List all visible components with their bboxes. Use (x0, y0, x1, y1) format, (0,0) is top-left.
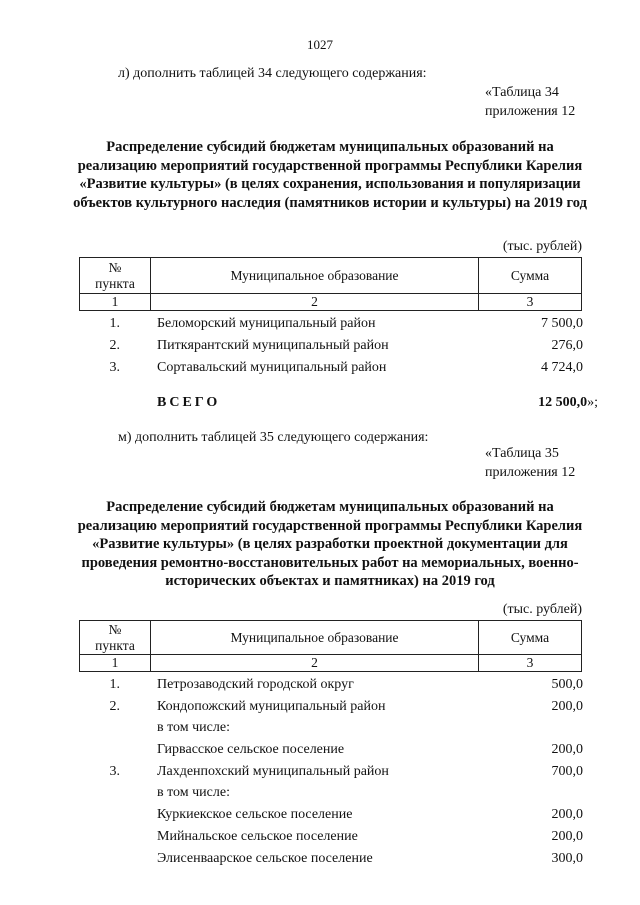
col-index-3: 3 (479, 294, 582, 311)
header-municipality: Муниципальное образование (151, 258, 479, 294)
total-amount: 12 500,0 (538, 395, 588, 410)
table-row-name: Кондопожский муниципальный район (157, 699, 386, 714)
header-municipality: Муниципальное образование (151, 621, 479, 655)
table-row-value: 500,0 (551, 677, 583, 692)
section-l-unit: (тыс. рублей) (502, 239, 582, 254)
table-row-subheading: в том числе: (157, 785, 230, 800)
header-num-cell (80, 621, 151, 655)
table-row-no: 3. (109, 764, 120, 779)
header-num-line1: № (108, 621, 122, 637)
total-value (538, 395, 598, 411)
header-sum: Сумма (479, 621, 582, 655)
table-row-value: 700,0 (551, 764, 583, 779)
total-suffix: »; (587, 395, 598, 410)
table-row-name: Сортавальский муниципальный район (157, 360, 387, 375)
header-num-cell (80, 258, 151, 294)
col-index-2: 2 (151, 294, 479, 311)
table-row-no: 1. (109, 316, 120, 331)
header-num-line2: пункта (95, 275, 135, 291)
section-l-table-header (79, 257, 582, 311)
table-row-value: 4 724,0 (541, 360, 583, 375)
table-row-no: 2. (109, 699, 120, 714)
table-row-name: Питкярантский муниципальный район (157, 338, 389, 353)
table-row-name: Беломорский муниципальный район (157, 316, 376, 331)
table-row-value: 200,0 (551, 807, 583, 822)
header-num-line1: № (108, 259, 122, 275)
table-row-name: Петрозаводский городской округ (157, 677, 354, 692)
table-row-name: Лахденпохский муниципальный район (157, 764, 389, 779)
section-l-intro: л) дополнить таблицей 34 следующего содержания: (118, 66, 427, 81)
table-row-subheading: в том числе: (157, 720, 230, 735)
section-m-unit: (тыс. рублей) (502, 602, 582, 617)
total-label: ВСЕГО (157, 395, 221, 410)
col-index-3: 3 (479, 655, 582, 672)
section-l-table-ref-line1: «Таблица 34 (485, 85, 559, 100)
table-row-value: 200,0 (551, 742, 583, 757)
page-number: 1027 (307, 37, 333, 52)
col-index-2: 2 (151, 655, 479, 672)
table-row-name: Элисенваарское сельское поселение (157, 851, 373, 866)
table-row-value: 300,0 (551, 851, 583, 866)
col-index-1: 1 (80, 655, 151, 672)
header-sum: Сумма (479, 258, 582, 294)
table-row-name: Мийнальское сельское поселение (157, 829, 358, 844)
section-m-table-ref-line2: приложения 12 (485, 465, 576, 480)
col-index-1: 1 (80, 294, 151, 311)
section-m-table-header (79, 620, 582, 672)
section-m-table-ref-line1: «Таблица 35 (485, 446, 559, 461)
table-row-name: Куркиекское сельское поселение (157, 807, 353, 822)
table-row-no: 3. (109, 360, 120, 375)
table-row-value: 200,0 (551, 699, 583, 714)
table-row-value: 276,0 (551, 338, 583, 353)
header-num-line2: пункта (95, 637, 135, 653)
table-row-no: 2. (109, 338, 120, 353)
section-l-title: Распределение субсидий бюджетам муниципальных образований на реализацию мероприятий государственной программы Республики Карелия «Развитие культуры» (в целях сохранения, использования и популяризации объектов культурного наследия (памятников истории и культуры) на 2019 год (73, 139, 587, 211)
table-row-value: 7 500,0 (541, 316, 583, 331)
table-row-name: Гирвасское сельское поселение (157, 742, 345, 757)
section-m-intro: м) дополнить таблицей 35 следующего содержания: (118, 430, 429, 445)
table-row-no: 1. (109, 677, 120, 692)
table-row-value: 200,0 (551, 829, 583, 844)
section-l-table-ref-line2: приложения 12 (485, 104, 576, 119)
section-m-title: Распределение субсидий бюджетам муниципальных образований на реализацию мероприятий государственной программы Республики Карелия «Развитие культуры» (в целях разработки проектной документации для проведения ремонтно-восстановительных работ на мемориальных, военно-исторических объектах и памятниках) на 2019 год (77, 499, 583, 589)
